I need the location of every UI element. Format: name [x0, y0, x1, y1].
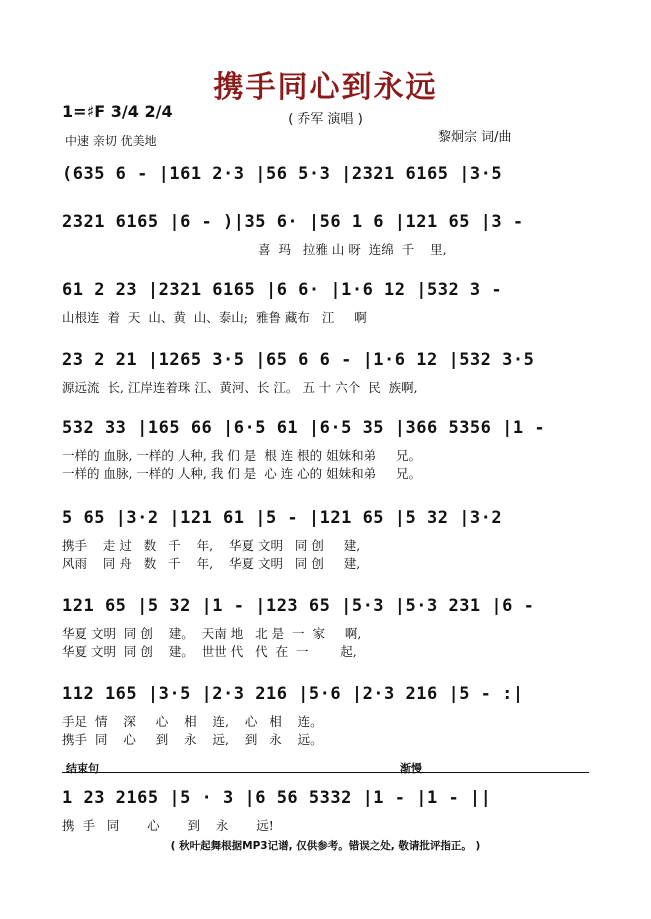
footnote: ( 秋叶起舞根据MP3记谱, 仅供参考。错误之处, 敬请批评指正。 ) [170, 840, 481, 852]
song-title: 携手同心到永远 [213, 70, 438, 105]
notation-line: 23 2 21 |1265 3·5 |65 6 6 - |1·6 12 |532 3·5 [62, 350, 535, 370]
notation-line: 112 165 |3·5 |2·3 216 |5·6 |2·3 216 |5 - :| [62, 684, 524, 704]
lyric-line: 一样的 血脉, 一样的 人种, 我 们 是 心 连 心的 姐妹和弟 兄。 [62, 466, 422, 481]
lyric-line: 华夏 文明 同 创 建。 世世 代 代 在 一 起, [62, 644, 357, 659]
lyric-line: 携手 走 过 数 千 年, 华夏 文明 同 创 建, [62, 538, 361, 553]
ending-label: 结束句 [66, 762, 99, 775]
lyric-line: 山根连 着 天 山、黄 山、泰山; 雅鲁 藏布 江 啊 [62, 310, 367, 325]
lyric-line: 一样的 血脉, 一样的 人种, 我 们 是 根 连 根的 姐妹和弟 兄。 [62, 448, 422, 463]
author-credit: 黎炯宗 词/曲 [438, 130, 512, 145]
notation-line: 121 65 |5 32 |1 - |123 65 |5·3 |5·3 231 |6 - [62, 596, 535, 616]
lyric-line: 携 手 同 心 到 永 远! [62, 818, 274, 833]
ending-tempo: 渐慢 [400, 762, 422, 775]
notation-line: 1 23 2165 |5 · 3 |6 56 5332 |1 - |1 - || [62, 788, 492, 808]
notation-line: 61 2 23 |2321 6165 |6 6· |1·6 12 |532 3 - [62, 280, 503, 300]
lyric-line: 喜 玛 拉雅 山 呀 连绵 千 里, [258, 242, 447, 257]
lyric-line: 手足 情 深 心 相 连, 心 相 连。 [62, 714, 323, 729]
notation-line: 5 65 |3·2 |121 61 |5 - |121 65 |5 32 |3·2 [62, 508, 503, 528]
ending-bracket-line [62, 772, 589, 773]
lyric-line: 风雨 同 舟 数 千 年, 华夏 文明 同 创 建, [62, 556, 361, 571]
lyric-line: 华夏 文明 同 创 建。 天南 地 北 是 一 家 啊, [62, 626, 362, 641]
lyric-line: 源远流 长, 江岸连着珠 江、黄河、长 江。 五 十 六个 民 族啊, [62, 380, 418, 395]
key-signature: 1=♯F 3/4 2/4 [62, 102, 173, 121]
performer: ( 乔军 演唱 ) [288, 112, 363, 127]
notation-line: (635 6 - |161 2·3 |56 5·3 |2321 6165 |3·5 [62, 164, 503, 184]
tempo-marking: 中速 亲切 优美地 [65, 134, 157, 148]
lyric-line: 携手 同 心 到 永 远, 到 永 远。 [62, 732, 323, 747]
notation-line: 2321 6165 |6 - )|35 6· |56 1 6 |121 65 |3 - [62, 212, 524, 232]
notation-line: 532 33 |165 66 |6·5 61 |6·5 35 |366 5356 |1 - [62, 418, 546, 438]
